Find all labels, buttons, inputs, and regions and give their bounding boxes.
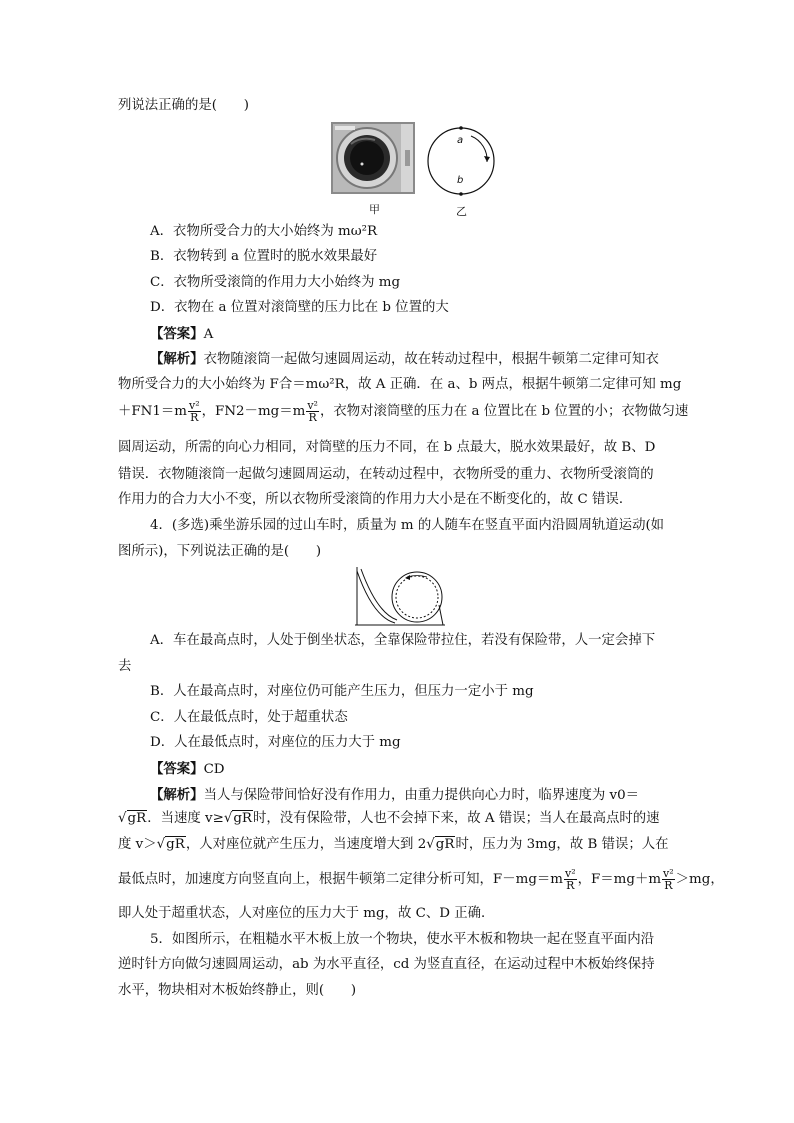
q3-analysis-line: 物所受合力的大小始终为 F合＝mω²R，故 A 正确．在 a、b 两点，根据牛顿第二定律可知 mg [118, 377, 682, 392]
analysis-text: 衣物随滚筒一起做匀速圆周运动，故在转动过程中，根据牛顿第二定律可知衣 [203, 352, 659, 367]
analysis-tag: 【解析】 [150, 351, 204, 367]
roller-coaster-diagram [355, 565, 445, 628]
q4-analysis-line: √gR．当速度 v≥√gR时，没有保险带，人也不会掉下来，故 A 错误；当人在最高点时的速 [118, 811, 660, 826]
q4-analysis-line [118, 868, 724, 891]
q4-stem-line: 图所示)，下列说法正确的是( ) [118, 544, 322, 559]
analysis-text: ，FN2－mg＝m [201, 404, 306, 419]
q4-answer [150, 761, 225, 778]
sqrt-gr: gR [233, 811, 253, 826]
fraction-v2-over-r [188, 400, 201, 423]
numerator: v² [663, 867, 674, 880]
denominator: R [190, 411, 199, 424]
analysis-text: 当人与保险带间恰好没有作用力，由重力提供向心力时，临界速度为 v0＝ [203, 788, 640, 803]
q3-answer [150, 326, 213, 343]
denominator: R [308, 411, 317, 424]
analysis-text: 时，没有保险带，人也不会掉下来，故 A 错误；当人在最高点时的速 [253, 811, 660, 826]
q3-option-b: B．衣物转到 a 位置时的脱水效果最好 [150, 249, 378, 264]
q3-analysis-line: 作用力的合力大小不变，所以衣物所受滚筒的作用力大小是在不断变化的，故 C 错误． [118, 492, 633, 507]
q3-analysis-line: 圆周运动，所需的向心力相同，对筒壁的压力不同，在 b 点最大，脱水效果最好，故 B、D [118, 440, 656, 455]
sqrt-gr: gR [127, 811, 147, 826]
q3-option-d: D．衣物在 a 位置对滚筒壁的压力比在 b 位置的大 [150, 300, 449, 315]
sqrt-gr: gR [166, 837, 185, 852]
q4-option-a-cont: 去 [118, 659, 132, 674]
fraction-v2-over-r [564, 868, 577, 891]
answer-tag: 【答案】 [150, 761, 204, 777]
analysis-text: 度 v＞ [118, 837, 157, 852]
point-b-label: b [457, 175, 464, 186]
q4-option-c: C．人在最低点时，处于超重状态 [150, 710, 348, 725]
analysis-text: ，衣物对滚筒壁的压力在 a 位置比在 b 位置的小；衣物做匀速 [319, 404, 689, 419]
analysis-text: 最低点时，加速度方向竖直向上，根据牛顿第二定律分析可知，F－mg＝m [118, 872, 563, 887]
answer-value: A [203, 327, 214, 342]
q3-analysis-line: 错误．衣物随滚筒一起做匀速圆周运动，在转动过程中，衣物所受的重力、衣物所受滚筒的 [118, 467, 654, 482]
numerator: v² [564, 867, 576, 880]
q4-analysis-line: 度 v＞√gR，人对座位就产生压力，当速度增大到 2√gR时，压力为 3mg，故 B 错误；人在 [118, 837, 669, 852]
numerator: v² [307, 399, 318, 412]
q3-option-c: C．衣物所受滚筒的作用力大小始终为 mg [150, 275, 401, 290]
q3-option-a: A．衣物所受合力的大小始终为 mω²R [150, 224, 378, 239]
denominator: R [566, 879, 575, 892]
q4-analysis-line: 即人处于超重状态，人对座位的压力大于 mg，故 C、D 正确． [118, 906, 495, 921]
q3-analysis-line [118, 400, 688, 423]
q4-option-d: D．人在最低点时，对座位的压力大于 mg [150, 735, 401, 750]
q4-stem-line: 4．(多选)乘坐游乐园的过山车时，质量为 m 的人随车在竖直平面内沿圆周轨道运动(如 [150, 518, 665, 533]
q3-stem-tail: 列说法正确的是( ) [118, 98, 249, 113]
washing-machine-photo [331, 122, 415, 194]
q5-stem-line: 逆时针方向做匀速圆周运动，ab 为水平直径，cd 为竖直直径，在运动过程中木板始终保持 [118, 957, 655, 972]
numerator: v² [189, 399, 200, 412]
analysis-text: ＋FN1＝m [118, 404, 188, 419]
q4-option-b: B．人在最高点时，对座位仍可能产生压力，但压力一定小于 mg [150, 684, 534, 699]
q3-analysis-line [150, 351, 659, 368]
fig-label-yi: 乙 [456, 205, 467, 218]
analysis-text: ，人对座位就产生压力，当速度增大到 2 [185, 837, 427, 852]
analysis-tag: 【解析】 [150, 787, 204, 803]
q4-analysis-line [150, 787, 639, 804]
analysis-text: 时，压力为 3mg，故 B 错误；人在 [455, 837, 669, 852]
answer-value: CD [203, 762, 225, 777]
denominator: R [664, 879, 673, 892]
sqrt-gr: gR [435, 837, 455, 852]
answer-tag: 【答案】 [150, 326, 204, 342]
analysis-text: ＞mg， [675, 872, 724, 887]
q4-option-a: A．车在最高点时，人处于倒坐状态，全靠保险带拉住，若没有保险带，人一定会掉下 [150, 633, 656, 648]
fig-label-jia: 甲 [369, 203, 380, 216]
analysis-text: ．当速度 v≥ [147, 811, 224, 826]
analysis-text: ，F＝mg＋m [577, 872, 662, 887]
fraction-v2-over-r [662, 868, 675, 891]
q5-stem-line: 水平，物块相对木板始终静止，则( ) [118, 983, 357, 998]
q5-stem-line: 5．如图所示，在粗糙水平木板上放一个物块，使水平木板和物块一起在竖直平面内沿 [150, 932, 654, 947]
point-a-label: a [457, 135, 464, 146]
fraction-v2-over-r [306, 400, 319, 423]
